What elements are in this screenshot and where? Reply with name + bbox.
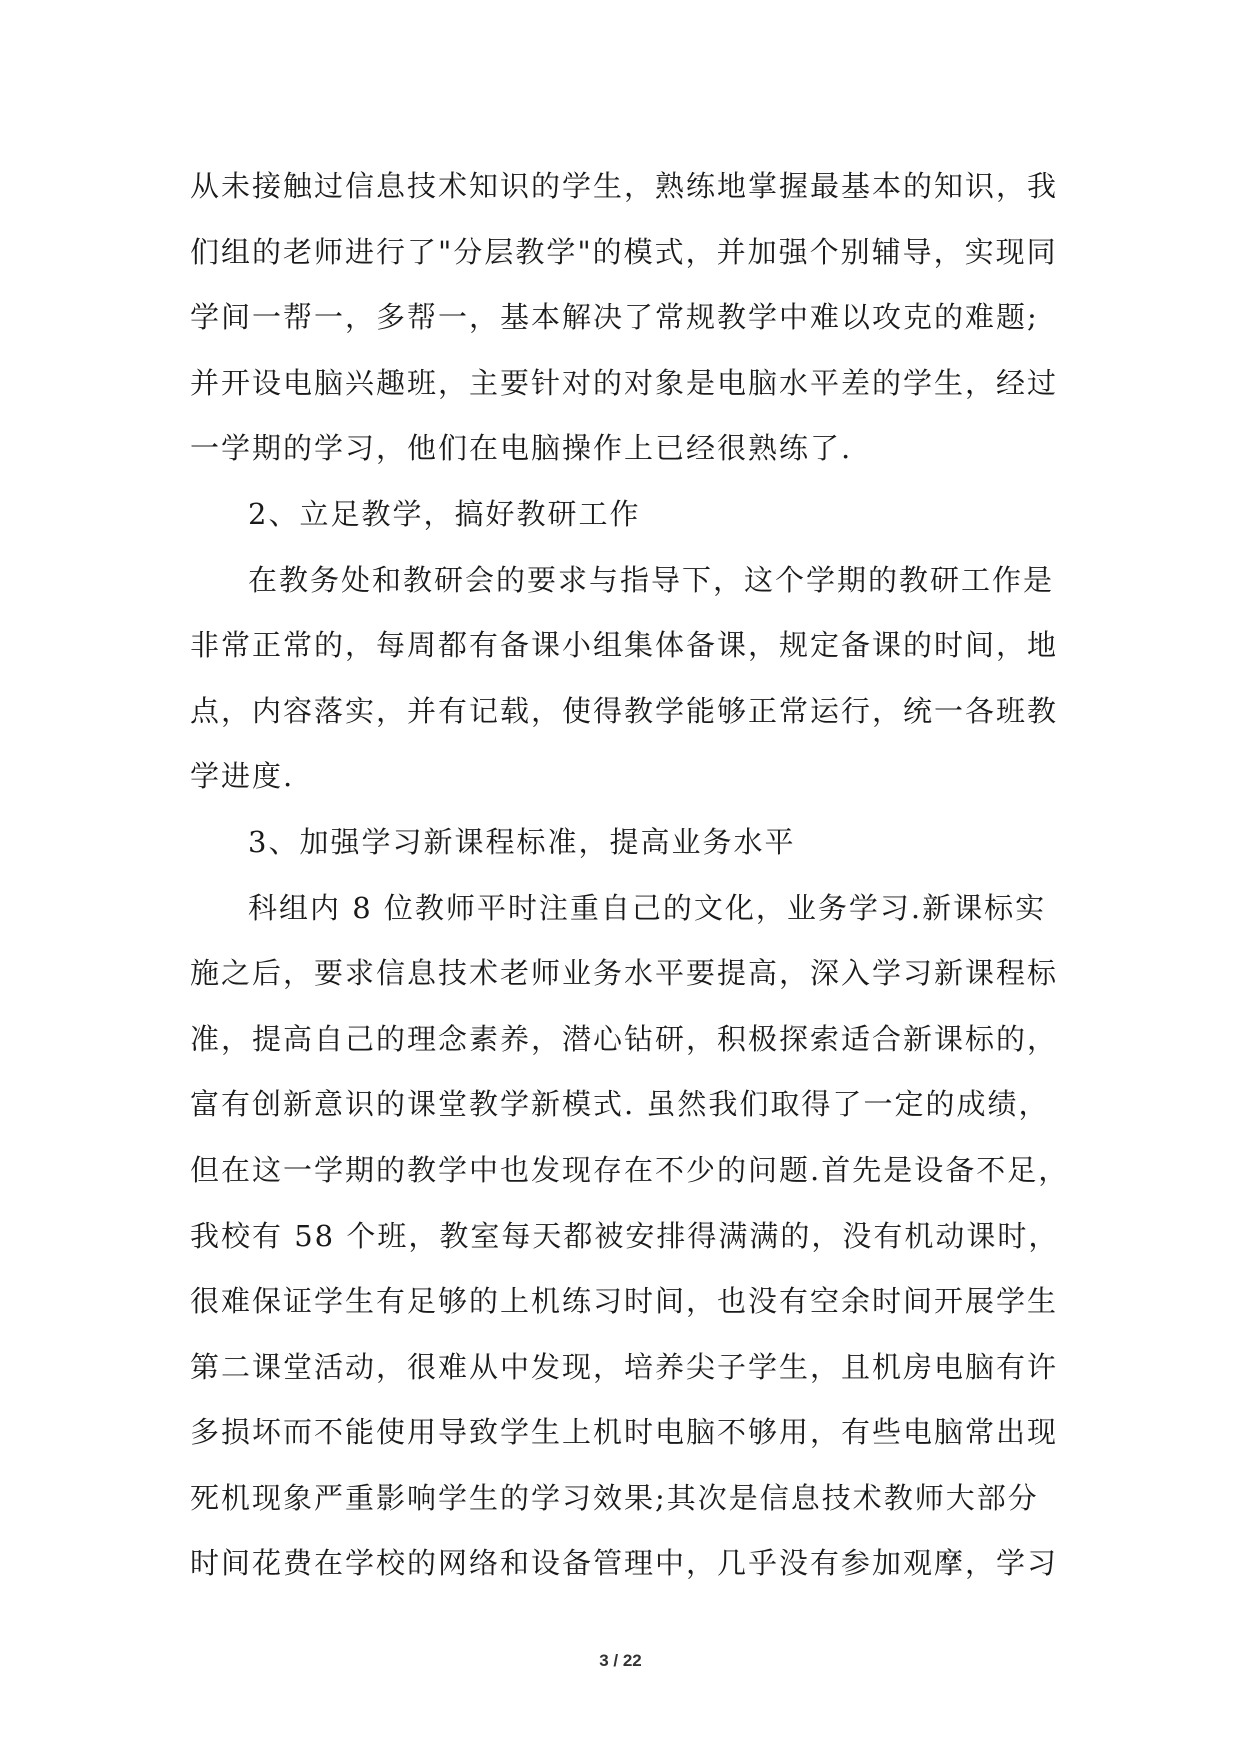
text-line: 非常正常的，每周都有备课小组集体备课，规定备课的时间，地 xyxy=(190,628,1059,663)
text-line: 施之后，要求信息技术老师业务水平要提高，深入学习新课程标 xyxy=(190,956,1059,991)
text-line: 学进度. xyxy=(190,759,295,794)
text-line: 富有创新意识的课堂教学新模式. 虽然我们取得了一定的成绩， xyxy=(190,1087,1050,1122)
text-line: 一学期的学习，他们在电脑操作上已经很熟练了. xyxy=(190,431,853,466)
body-text xyxy=(190,154,1070,1597)
text-line: 多损坏而不能使用导致学生上机时电脑不够用，有些电脑常出现 xyxy=(190,1415,1059,1450)
text-line: 点，内容落实，并有记载，使得教学能够正常运行，统一各班教 xyxy=(190,693,1059,728)
text-line: 时间花费在学校的网络和设备管理中，几乎没有参加观摩，学习 xyxy=(190,1546,1059,1581)
text-line: 但在这一学期的教学中也发现存在不少的问题.首先是设备不足， xyxy=(190,1152,1070,1187)
section-heading: 2、立足教学，搞好教研工作 xyxy=(248,496,641,531)
text-line: 科组内 8 位教师平时注重自己的文化，业务学习.新课标实 xyxy=(248,890,1047,925)
text-line: 从未接触过信息技术知识的学生，熟练地掌握最基本的知识，我 xyxy=(190,169,1059,203)
section-heading: 3、加强学习新课程标准，提高业务水平 xyxy=(248,824,796,859)
text-line: 在教务处和教研会的要求与指导下，这个学期的教研工作是 xyxy=(248,562,1055,597)
text-line: 们组的老师进行了"分层教学"的模式，并加强个别辅导，实现同 xyxy=(190,234,1058,269)
text-line: 很难保证学生有足够的上机练习时间，也没有空余时间开展学生 xyxy=(190,1284,1059,1319)
text-line: 死机现象严重影响学生的学习效果;其次是信息技术教师大部分 xyxy=(190,1480,1039,1515)
text-line: 第二课堂活动，很难从中发现，培养尖子学生，且机房电脑有许 xyxy=(190,1349,1059,1384)
text-line: 准，提高自己的理念素养，潜心钻研，积极探索适合新课标的， xyxy=(190,1021,1059,1056)
text-line: 我校有 58 个班，教室每天都被安排得满满的，没有机动课时， xyxy=(190,1218,1060,1253)
page-number: 3 / 22 xyxy=(599,1651,642,1670)
text-line: 并开设电脑兴趣班，主要针对的对象是电脑水平差的学生，经过 xyxy=(190,365,1059,400)
text-line: 学间一帮一，多帮一，基本解决了常规教学中难以攻克的难题; xyxy=(190,300,1039,335)
